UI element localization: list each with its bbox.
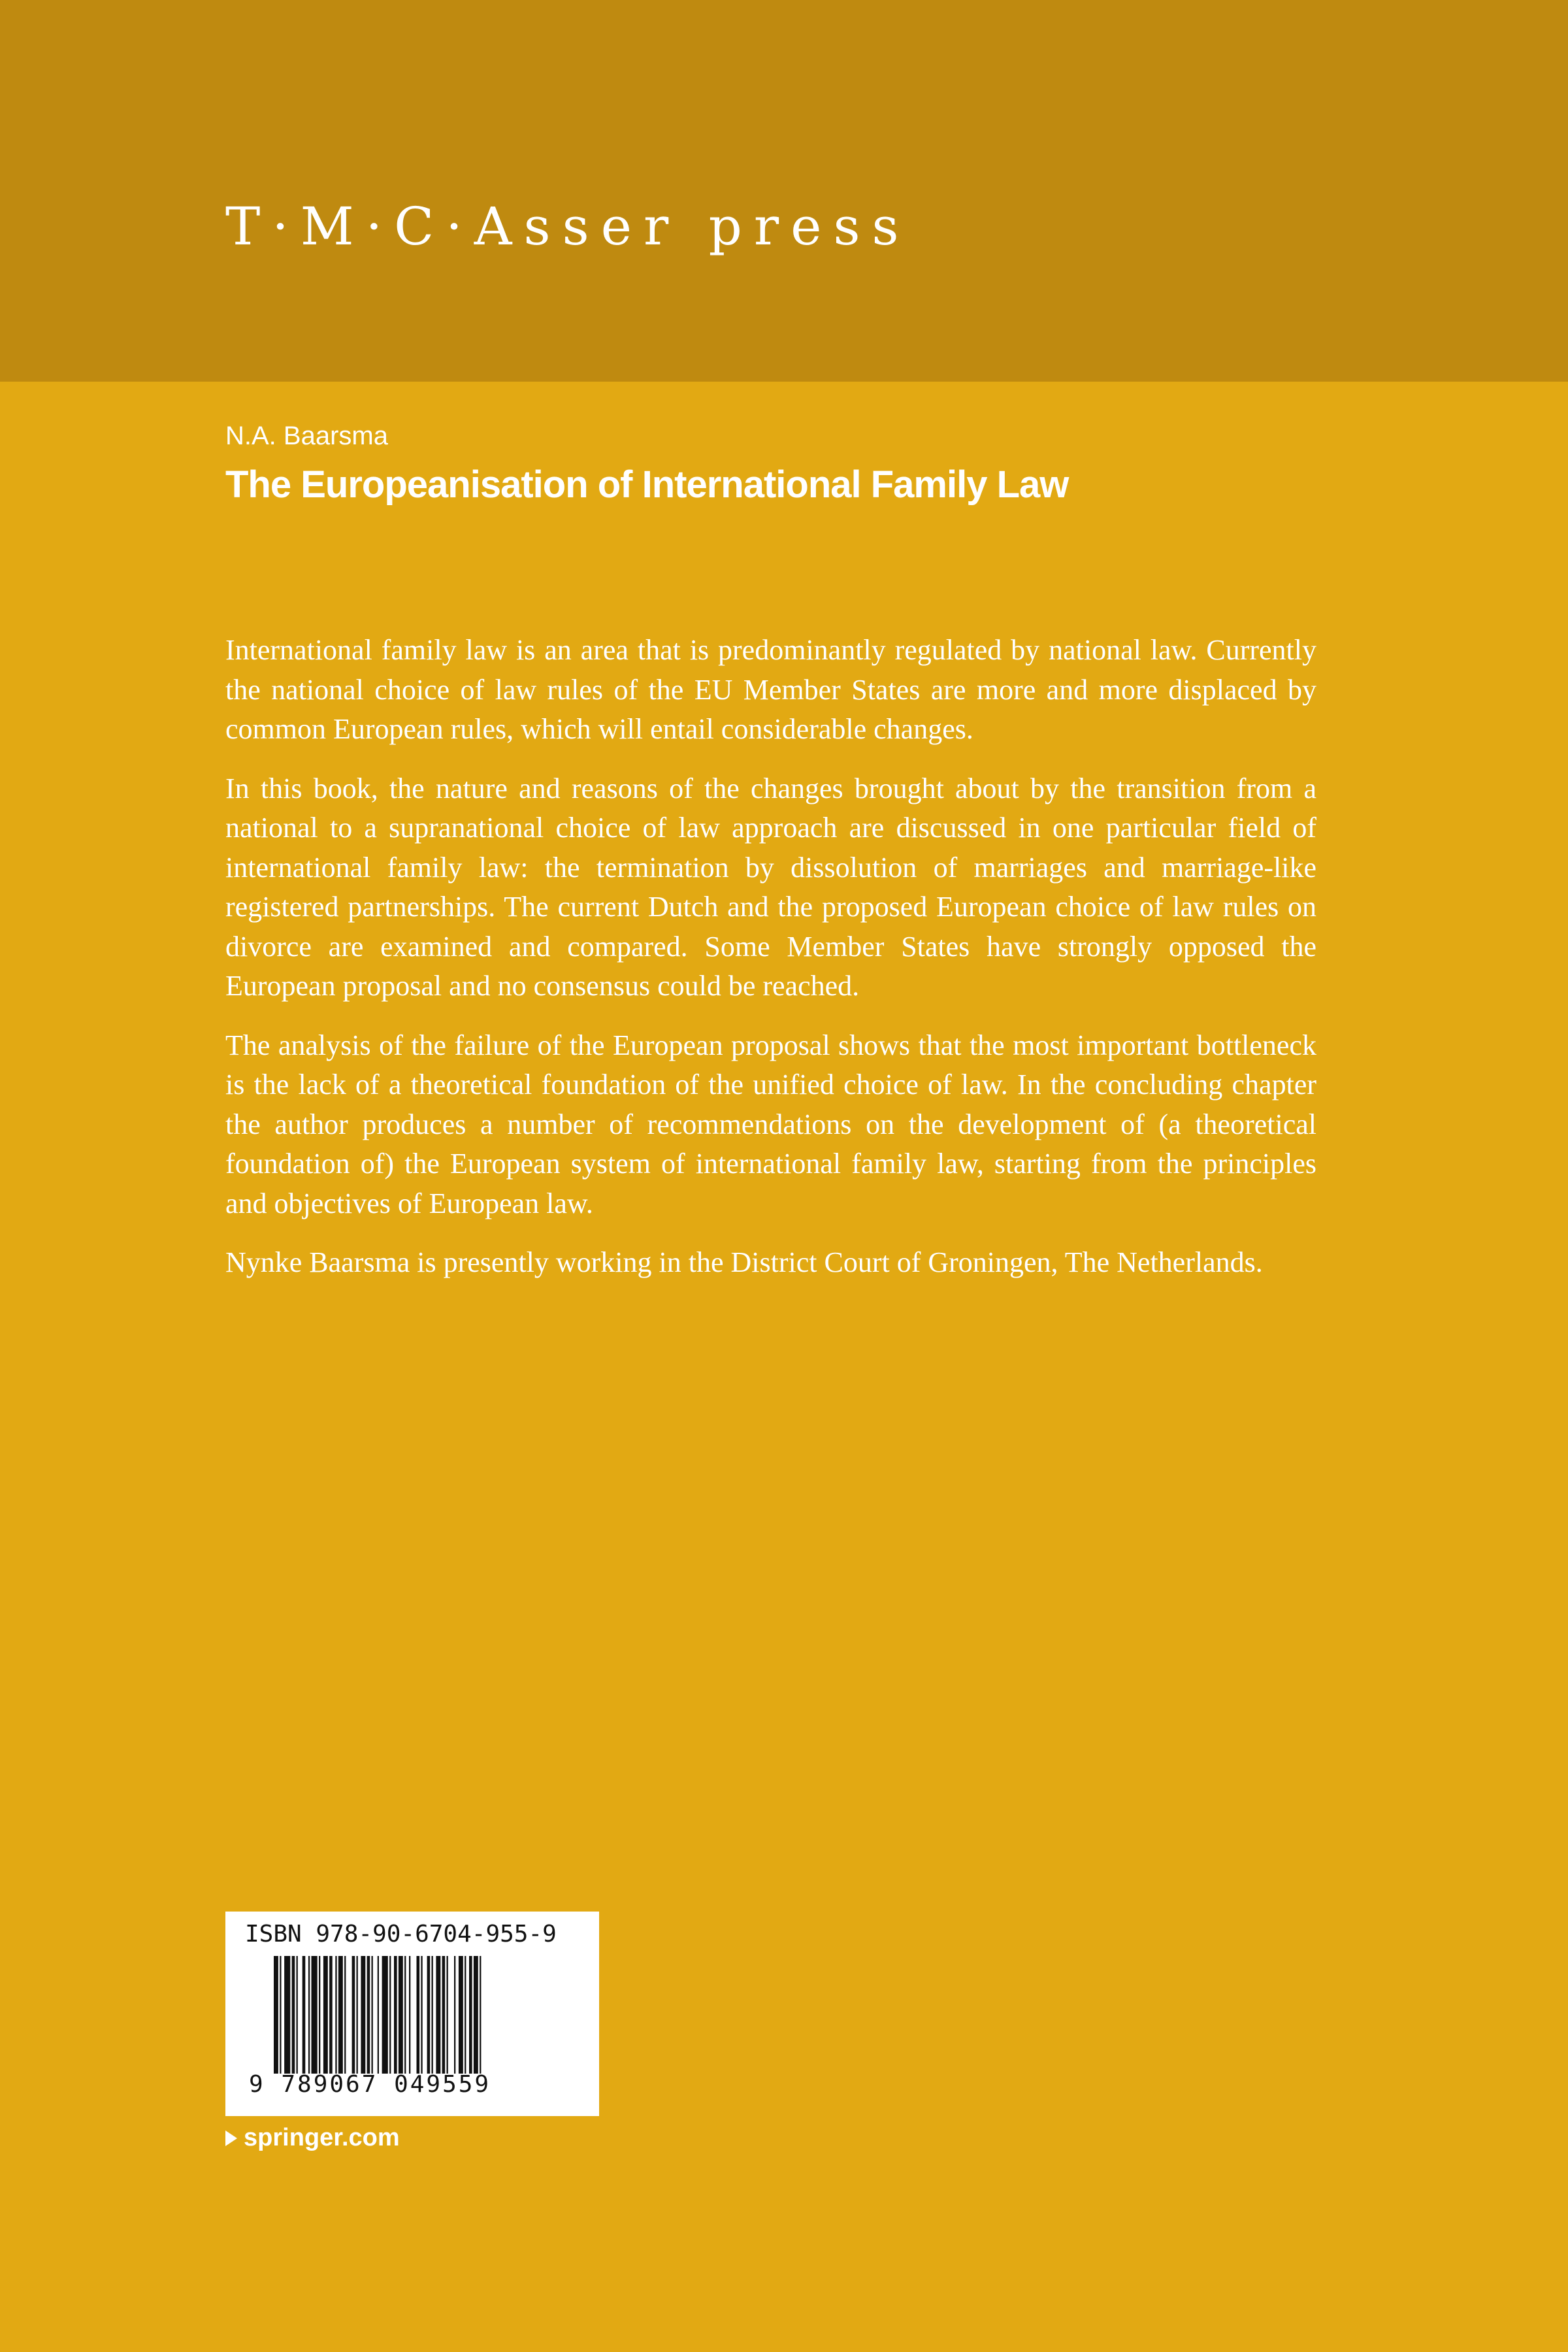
barcode-bar	[459, 1956, 463, 2074]
barcode-bar	[357, 1956, 358, 2074]
barcode-bar	[465, 1956, 466, 2074]
barcode-bar	[372, 1956, 373, 2074]
barcode-bar	[338, 1956, 343, 2074]
publisher-band	[0, 0, 1568, 382]
barcode-bar	[297, 1956, 298, 2074]
barcode-bar	[447, 1956, 448, 2074]
springer-link-label: springer.com	[244, 2124, 400, 2151]
barcode-bar	[312, 1956, 318, 2074]
barcode-bar	[308, 1956, 310, 2074]
barcode-digits: 9 789067 049559	[249, 2071, 491, 2098]
isbn-barcode	[225, 1912, 599, 2116]
barcode-bar	[469, 1956, 472, 2074]
blurb	[225, 631, 1316, 1302]
barcode-bar	[427, 1956, 431, 2074]
barcode-bar	[442, 1956, 446, 2074]
barcode-bar	[404, 1956, 406, 2074]
arrow-right-icon	[225, 2130, 237, 2146]
barcode-bar	[323, 1956, 328, 2074]
author-name: N.A. Baarsma	[225, 422, 388, 450]
isbn-label: ISBN 978-90-6704-955-9	[245, 1921, 557, 1947]
barcode-bar	[335, 1956, 336, 2074]
barcode-bar	[454, 1956, 455, 2074]
blurb-paragraph: International family law is an area that is predominantly regulated by national law. Currently the national choice of law rules of the EU Member States are more and more displaced by common European rules, which will entail considerable changes.	[225, 634, 1316, 745]
barcode-bar	[409, 1956, 410, 2074]
barcode-icon	[274, 1956, 555, 2074]
barcode-bar	[284, 1956, 290, 2074]
barcode-bar	[474, 1956, 478, 2074]
barcode-bar	[382, 1956, 388, 2074]
barcode-bar	[367, 1956, 370, 2074]
barcode-bar	[302, 1956, 306, 2074]
publisher-logo: T·M·C·Asser press	[225, 196, 911, 257]
barcode-bar	[292, 1956, 295, 2074]
barcode-bar	[352, 1956, 355, 2074]
barcode-bar	[280, 1956, 281, 2074]
barcode-bar	[417, 1956, 420, 2074]
barcode-bar	[389, 1956, 391, 2074]
blurb-paragraph: The analysis of the failure of the European proposal shows that the most important bottleneck is the lack of a theoretical foundation of the unified choice of law. In the concluding chapter the author produces a number of recommendations on the development of (a theoretical foundation of) the European system of international family law, starting from the principles and objectives of European law.	[225, 1029, 1316, 1219]
barcode-bar	[399, 1956, 403, 2074]
book-title: The Europeanisation of International Family Law	[225, 463, 1069, 506]
barcode-bar	[378, 1956, 379, 2074]
springer-link[interactable]	[225, 2124, 400, 2152]
barcode-bar	[274, 1956, 278, 2074]
barcode-bar	[432, 1956, 433, 2074]
barcode-bar	[421, 1956, 422, 2074]
barcode-bar	[436, 1956, 440, 2074]
author-bio: Nynke Baarsma is presently working in the District Court of Groningen, The Netherlands.	[225, 1246, 1263, 1278]
blurb-paragraph: In this book, the nature and reasons of the changes brought about by the transition from a national to a supranational choice of law approach are discussed in one particular field of international family law: the termination by dissolution of marriages and marriage-like registered partnerships. The current Dutch and the proposed European choice of law rules on divorce are examined and compared. Some Member States have strongly opposed the European proposal and no consensus could be reached.	[225, 772, 1316, 1002]
barcode-bar	[344, 1956, 346, 2074]
barcode-bar	[319, 1956, 320, 2074]
barcode-bar	[361, 1956, 365, 2074]
barcode-bar	[480, 1956, 481, 2074]
barcode-bar	[329, 1956, 333, 2074]
barcode-bar	[394, 1956, 397, 2074]
